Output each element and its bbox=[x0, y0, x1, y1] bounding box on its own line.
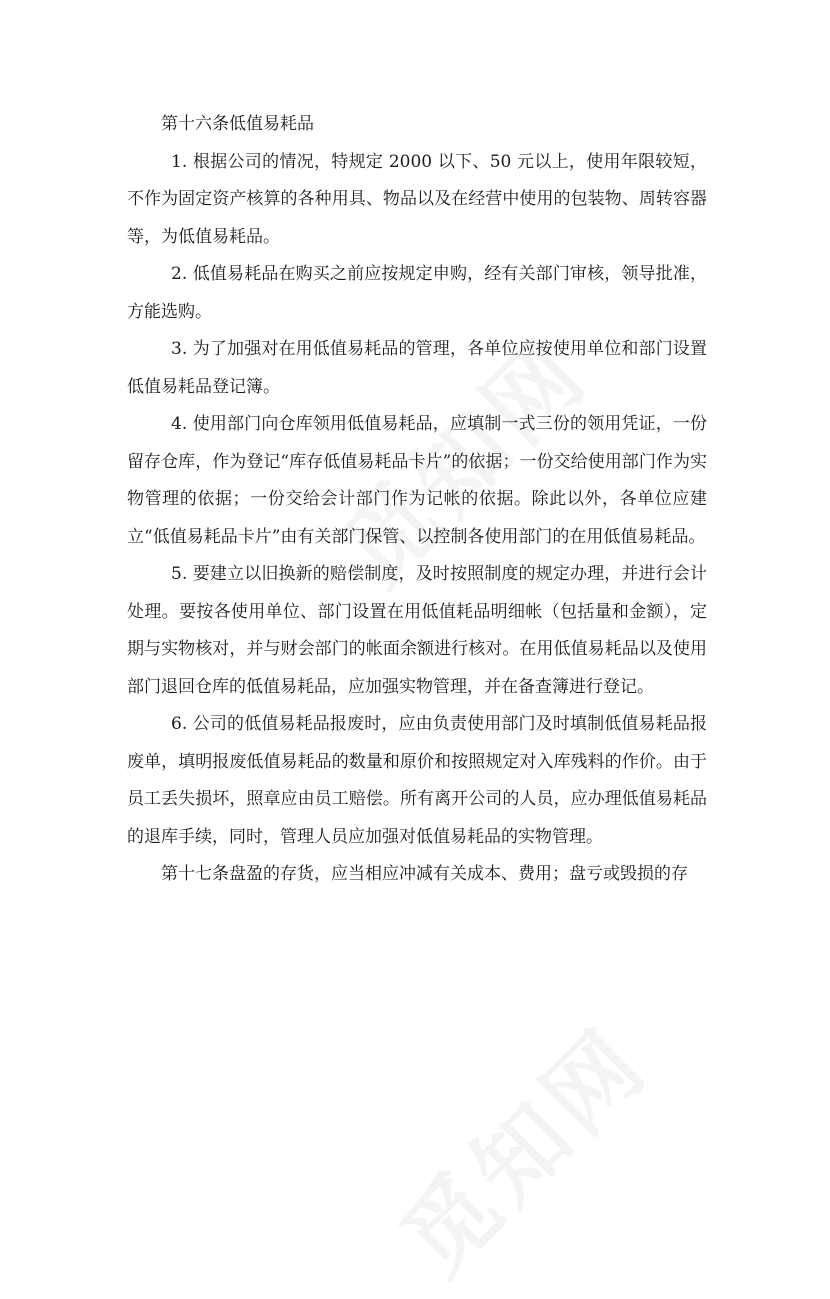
article-17-paragraph: 第十七条盘盈的存货，应当相应冲减有关成本、费用；盘亏或毁损的存 bbox=[161, 864, 688, 884]
watermark-text-lower bbox=[367, 993, 672, 1298]
article-16-item-5: 5. 要建立以旧换新的赔偿制度，及时按照制度的规定办理，并进行会计处理。要按各使用单位、部门设置在用低值耗品明细帐（包括量和金额），定期与实物核对，并与财会部门的帐面余额进行核对。在用低值易耗品以及使用部门退回仓库的低值易耗品，应加强实物管理，并在备查簿进行登记。 bbox=[127, 564, 707, 697]
article-16-item-4: 4. 使用部门向仓库领用低值易耗品，应填制一式三份的领用凭证，一份留存仓库，作为登记“库存低值易耗品卡片”的依据；一份交给使用部门作为实物管理的依据；一份交给会计部门作为记帐的依据。除此以外，各单位应建立“低值易耗品卡片”由有关部门保管、以控制各使用部门的在用低值易耗品。 bbox=[127, 414, 707, 547]
article-16-item-2: 2. 低值易耗品在购买之前应按规定申购，经有关部门审核，领导批准，方能选购。 bbox=[127, 264, 707, 322]
document-body bbox=[127, 106, 707, 894]
article-16-item-6: 6. 公司的低值易耗品报废时，应由负责使用部门及时填制低值易耗品报废单，填明报废低值易耗品的数量和原价和按照规定对入库残料的作价。由于员工丢失损坏，照章应由员工赔偿。所有离开公司的人员，应办理低值易耗品的退库手续，同时，管理人员应加强对低值易耗品的实物管理。 bbox=[127, 714, 707, 847]
article-16-item-3: 3. 为了加强对在用低值易耗品的管理，各单位应按使用单位和部门设置低值易耗品登记簿。 bbox=[127, 339, 707, 397]
article-16-item-1: 1. 根据公司的情况，特规定 2000 以下、50 元以上，使用年限较短，不作为固定资产核算的各种用具、物品以及在经营中使用的包装物、周转容器等，为低值易耗品。 bbox=[127, 151, 707, 247]
article-16-heading: 第十六条低值易耗品 bbox=[161, 114, 314, 134]
